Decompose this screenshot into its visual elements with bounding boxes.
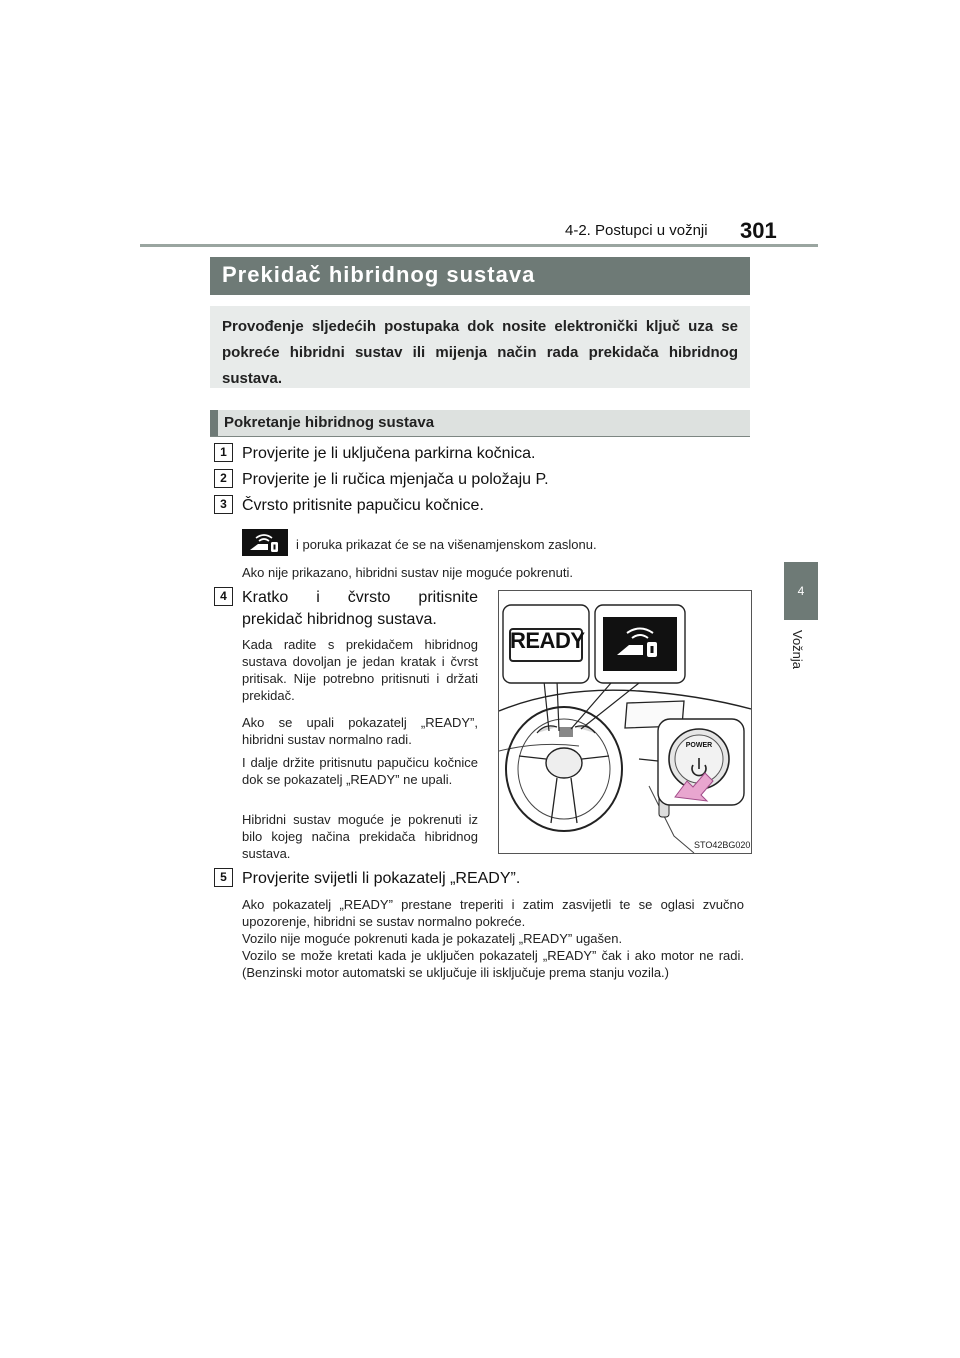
step-text: Kratko i čvrsto pritisnite (242, 589, 478, 606)
chapter-tab[interactable]: 4 (784, 562, 818, 620)
not-shown-note: Ako nije prikazano, hibridni sustav nije moguće pokrenuti. (242, 565, 573, 580)
section-title: Prekidač hibridnog sustava (222, 262, 536, 287)
step-number: 5 (214, 868, 233, 887)
subsection-title: Pokretanje hibridnog sustava (224, 414, 435, 431)
step-text: Čvrsto pritisnite papučicu kočnice. (242, 497, 484, 514)
step5-note: Ako pokazatelj „READY” prestane treperiti i zatim zasvijetli te se oglasi zvučno upozorenje, hibridni se sustav normalno pokreće. (242, 897, 744, 929)
step5-note: Vozilo nije moguće pokrenuti kada je pokazatelj „READY” ugašen. (242, 931, 623, 946)
header-rule (140, 244, 818, 247)
step5-note: Vozilo se može kretati kada je uključen pokazatelj „READY” čak i ako motor ne radi. (Benzinski motor automatski se uključuje ili isključuje prema stanju vozila.) (242, 948, 744, 980)
step4-note: Kada radite s prekidačem hibridnog sustava dovoljan je jedan kratak i čvrst pritisak. Nije potrebno pritisnuti i držati prekidač. (242, 637, 478, 703)
step4-note: I dalje držite pritisnutu papučicu kočnice dok se pokazatelj „READY” ne upali. (242, 755, 478, 787)
step-text: Provjerite je li uključena parkirna kočnica. (242, 445, 536, 462)
power-button-label: POWER (685, 742, 713, 749)
step-number: 3 (214, 495, 233, 514)
icon-note: i poruka prikazat će se na višenamjenskom zaslonu. (296, 537, 597, 552)
section-reference: 4-2. Postupci u vožnji (565, 222, 708, 239)
step-number: 1 (214, 443, 233, 462)
ready-indicator-label: READY (510, 628, 585, 653)
step-text: Provjerite je li ručica mjenjača u položaju P. (242, 471, 549, 488)
step4-note: Ako se upali pokazatelj „READY”, hibridni sustav normalno radi. (242, 715, 478, 747)
step-text-continued: prekidač hibridnog sustava. (242, 611, 437, 628)
step-number: 4 (214, 587, 233, 606)
figure-code: STO42BG020 (694, 840, 751, 850)
chapter-label: Vožnja (790, 630, 805, 670)
subsection-marker (210, 410, 218, 436)
step4-note: Hibridni sustav moguće je pokrenuti iz bilo kojeg načina prekidača hibridnog sustava. (242, 812, 478, 861)
step-number: 2 (214, 469, 233, 488)
key-indicator-icon (242, 529, 288, 556)
step-text: Provjerite svijetli li pokazatelj „READY”. (242, 870, 521, 887)
page-number: 301 (740, 218, 777, 243)
intro-text: Provođenje sljedećih postupaka dok nosite elektronički ključ uza se pokreće hibridni sustav ili mijenja način rada prekidača hibridnog sustava. (222, 318, 738, 387)
